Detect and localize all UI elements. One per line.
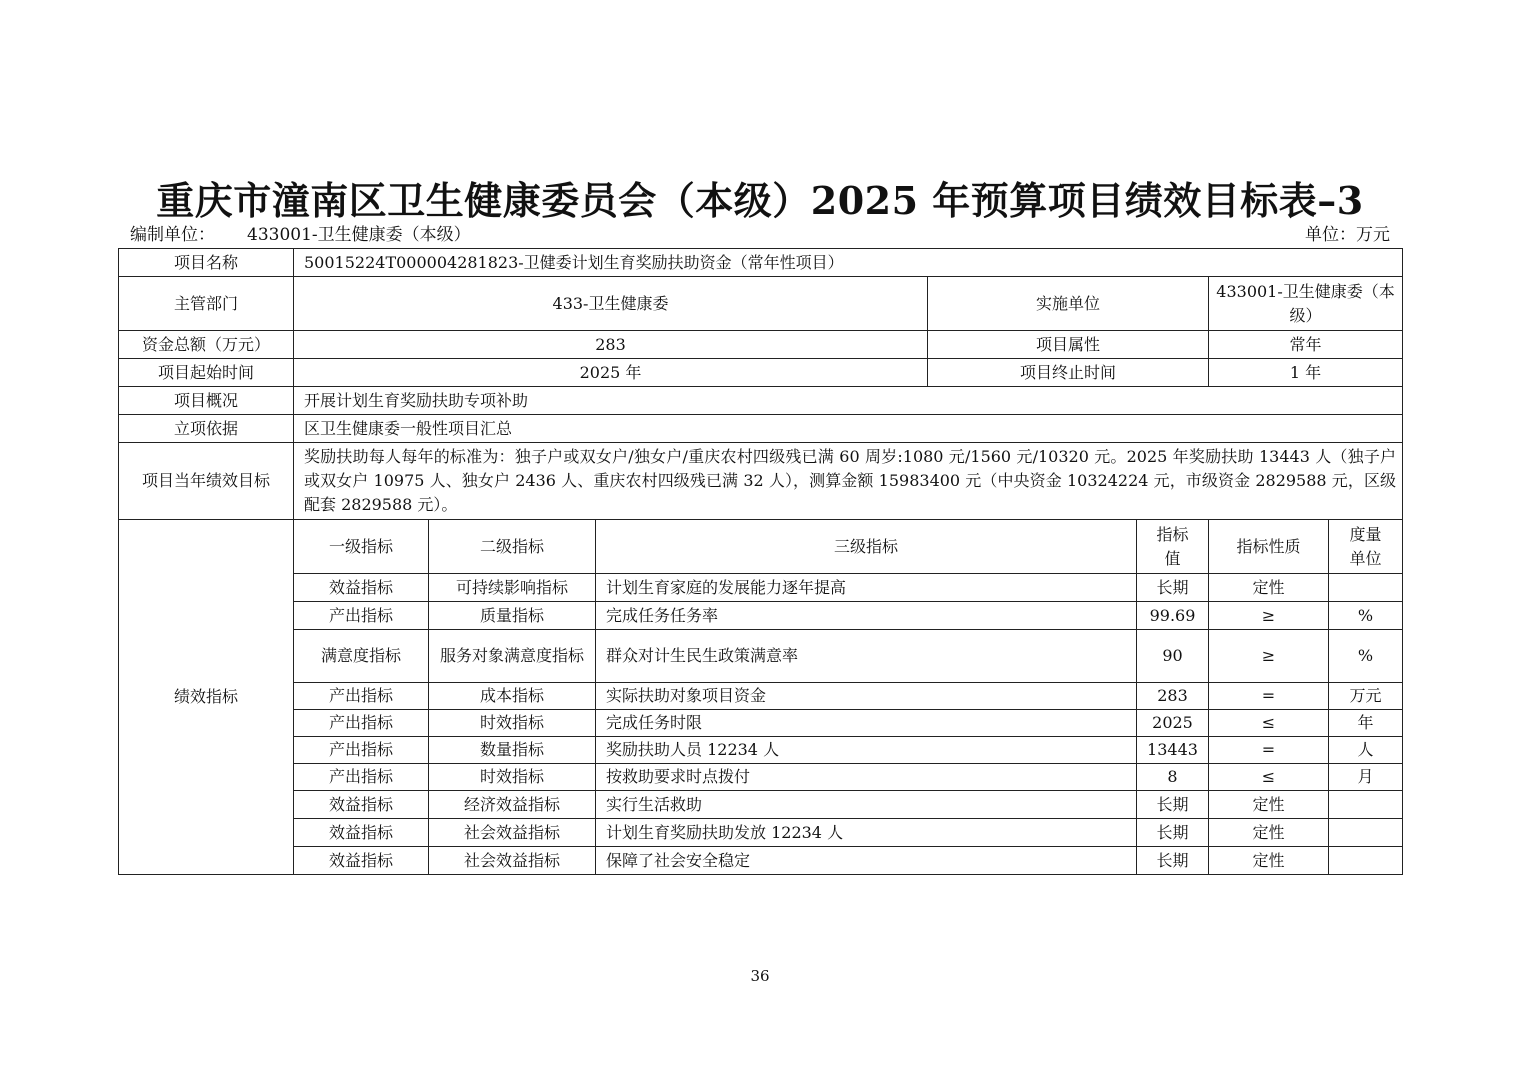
basis-label: 立项依据 xyxy=(119,415,294,443)
goal-label: 项目当年绩效目标 xyxy=(119,443,294,520)
cell-value: 2025 xyxy=(1137,710,1209,737)
currency-unit: 单位：万元 xyxy=(1305,225,1390,245)
cell-l1: 效益指标 xyxy=(294,791,429,819)
funds-value: 283 xyxy=(294,331,928,359)
project-name-value: 50015224T000004281823-卫健委计划生育奖励扶助资金（常年性项目） xyxy=(294,249,1403,277)
dept-value: 433-卫生健康委 xyxy=(294,277,928,331)
attr-label: 项目属性 xyxy=(928,331,1209,359)
row-overview xyxy=(119,387,1403,415)
compile-unit-value: 433001-卫生健康委（本级） xyxy=(247,225,471,245)
cell-l2: 质量指标 xyxy=(429,602,596,630)
header-value: 指标值 xyxy=(1137,520,1209,574)
cell-unit: 年 xyxy=(1329,710,1403,737)
header-l2: 二级指标 xyxy=(429,520,596,574)
cell-l3: 奖励扶助人员 12234 人 xyxy=(596,737,1137,764)
cell-l3: 实行生活救助 xyxy=(596,791,1137,819)
cell-l2: 时效指标 xyxy=(429,710,596,737)
cell-nature: ≥ xyxy=(1209,630,1329,683)
cell-value: 13443 xyxy=(1137,737,1209,764)
cell-unit xyxy=(1329,574,1403,602)
cell-value: 8 xyxy=(1137,764,1209,791)
cell-nature: ≥ xyxy=(1209,602,1329,630)
cell-l1: 效益指标 xyxy=(294,847,429,875)
header-l3: 三级指标 xyxy=(596,520,1137,574)
cell-l2: 可持续影响指标 xyxy=(429,574,596,602)
performance-table xyxy=(118,248,1403,875)
end-label: 项目终止时间 xyxy=(928,359,1209,387)
cell-unit: % xyxy=(1329,630,1403,683)
cell-nature: 定性 xyxy=(1209,791,1329,819)
cell-l1: 产出指标 xyxy=(294,737,429,764)
cell-nature: 定性 xyxy=(1209,574,1329,602)
cell-value: 长期 xyxy=(1137,819,1209,847)
cell-l3: 完成任务时限 xyxy=(596,710,1137,737)
project-name-label: 项目名称 xyxy=(119,249,294,277)
goal-value: 奖励扶助每人每年的标准为：独子户或双女户/独女户/重庆农村四级残已满 60 周岁:1080 元/1560 元/10320 元。2025 年奖励扶助 13443 人（独子户或双女户 10975 人、独女户 2436 人、重庆农村四级残已满 32 人），测算金额 15983400 元（中央资金 10324224 元，市级资金 2829588 元，区级配套 2829588 元）。 xyxy=(294,443,1403,520)
row-dept xyxy=(119,277,1403,331)
table-row xyxy=(119,683,1403,710)
end-value: 1 年 xyxy=(1209,359,1403,387)
cell-value: 90 xyxy=(1137,630,1209,683)
metrics-header-row xyxy=(119,520,1403,574)
table-row xyxy=(119,791,1403,819)
table-row xyxy=(119,710,1403,737)
cell-unit: % xyxy=(1329,602,1403,630)
row-goal xyxy=(119,443,1403,520)
cell-l2: 经济效益指标 xyxy=(429,791,596,819)
page-number: 36 xyxy=(750,967,770,985)
cell-nature: 定性 xyxy=(1209,847,1329,875)
impl-label: 实施单位 xyxy=(928,277,1209,331)
cell-nature: = xyxy=(1209,683,1329,710)
table-row xyxy=(119,764,1403,791)
cell-l3: 按救助要求时点拨付 xyxy=(596,764,1137,791)
overview-value: 开展计划生育奖励扶助专项补助 xyxy=(294,387,1403,415)
cell-unit: 月 xyxy=(1329,764,1403,791)
compile-unit-label: 编制单位： xyxy=(130,225,215,245)
funds-label: 资金总额（万元） xyxy=(119,331,294,359)
cell-value: 长期 xyxy=(1137,847,1209,875)
cell-l3: 保障了社会安全稳定 xyxy=(596,847,1137,875)
cell-value: 99.69 xyxy=(1137,602,1209,630)
table-row xyxy=(119,630,1403,683)
table-row xyxy=(119,574,1403,602)
cell-l2: 社会效益指标 xyxy=(429,847,596,875)
cell-l3: 完成任务任务率 xyxy=(596,602,1137,630)
start-value: 2025 年 xyxy=(294,359,928,387)
header-l1: 一级指标 xyxy=(294,520,429,574)
impl-value: 433001-卫生健康委（本级） xyxy=(1209,277,1403,331)
cell-l1: 产出指标 xyxy=(294,683,429,710)
cell-l3: 计划生育奖励扶助发放 12234 人 xyxy=(596,819,1137,847)
cell-value: 283 xyxy=(1137,683,1209,710)
header-nature: 指标性质 xyxy=(1209,520,1329,574)
cell-value: 长期 xyxy=(1137,574,1209,602)
row-time xyxy=(119,359,1403,387)
table-row xyxy=(119,819,1403,847)
compile-unit xyxy=(130,220,471,245)
basis-value: 区卫生健康委一般性项目汇总 xyxy=(294,415,1403,443)
table-row xyxy=(119,847,1403,875)
cell-unit: 万元 xyxy=(1329,683,1403,710)
cell-nature: 定性 xyxy=(1209,819,1329,847)
cell-value: 长期 xyxy=(1137,791,1209,819)
row-project-name xyxy=(119,249,1403,277)
cell-unit: 人 xyxy=(1329,737,1403,764)
dept-label: 主管部门 xyxy=(119,277,294,331)
table-row xyxy=(119,737,1403,764)
cell-l1: 效益指标 xyxy=(294,819,429,847)
cell-l2: 数量指标 xyxy=(429,737,596,764)
cell-l1: 满意度指标 xyxy=(294,630,429,683)
cell-l1: 产出指标 xyxy=(294,602,429,630)
header-unit: 度量单位 xyxy=(1329,520,1403,574)
start-label: 项目起始时间 xyxy=(119,359,294,387)
attr-value: 常年 xyxy=(1209,331,1403,359)
cell-l2: 时效指标 xyxy=(429,764,596,791)
cell-l3: 实际扶助对象项目资金 xyxy=(596,683,1137,710)
cell-l1: 产出指标 xyxy=(294,710,429,737)
cell-unit xyxy=(1329,791,1403,819)
cell-l1: 产出指标 xyxy=(294,764,429,791)
cell-nature: = xyxy=(1209,737,1329,764)
cell-nature: ≤ xyxy=(1209,764,1329,791)
cell-l3: 群众对计生民生政策满意率 xyxy=(596,630,1137,683)
cell-l2: 社会效益指标 xyxy=(429,819,596,847)
cell-l2: 成本指标 xyxy=(429,683,596,710)
cell-unit xyxy=(1329,847,1403,875)
overview-label: 项目概况 xyxy=(119,387,294,415)
cell-l3: 计划生育家庭的发展能力逐年提高 xyxy=(596,574,1137,602)
cell-l2: 服务对象满意度指标 xyxy=(429,630,596,683)
table-row xyxy=(119,602,1403,630)
row-funds xyxy=(119,331,1403,359)
page-title: 重庆市潼南区卫生健康委员会（本级）2025 年预算项目绩效目标表–3 xyxy=(156,178,1364,223)
metrics-section-label: 绩效指标 xyxy=(119,520,294,875)
cell-nature: ≤ xyxy=(1209,710,1329,737)
row-basis xyxy=(119,415,1403,443)
cell-unit xyxy=(1329,819,1403,847)
cell-l1: 效益指标 xyxy=(294,574,429,602)
